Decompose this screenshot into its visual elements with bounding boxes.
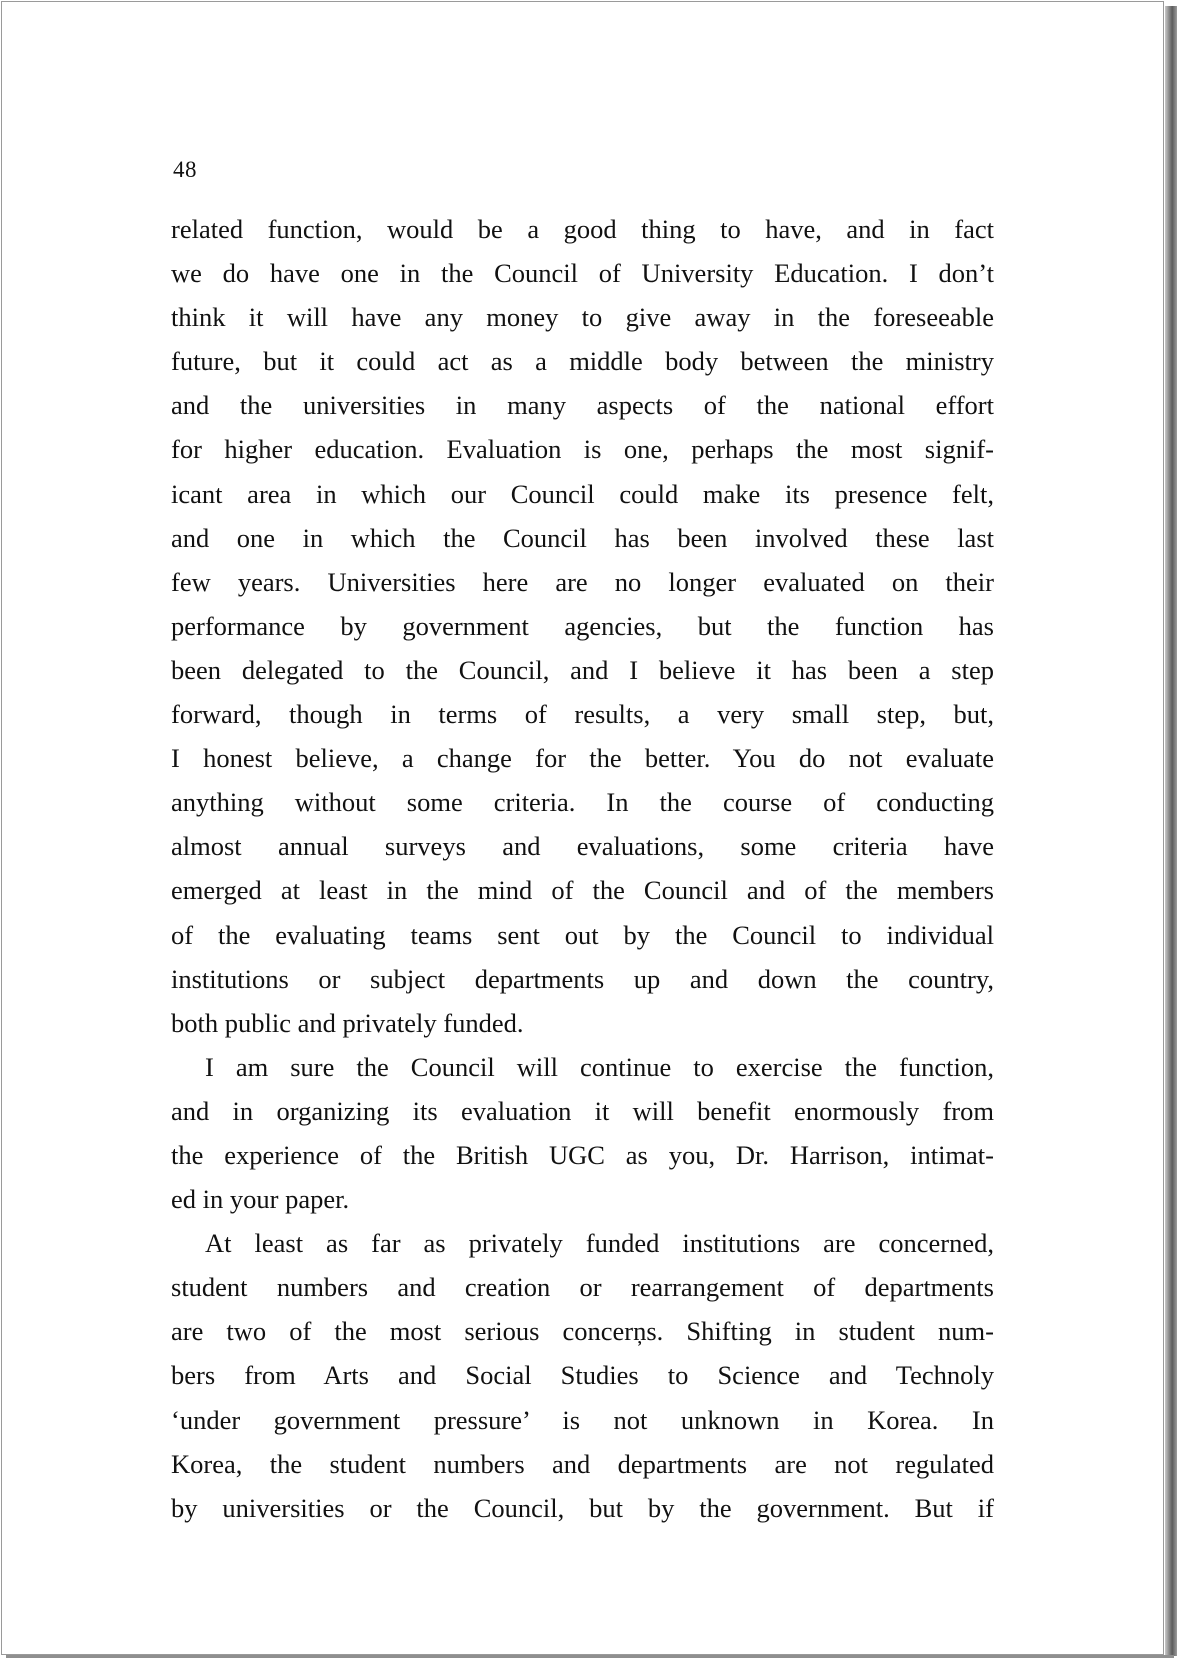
text-line: think it will have any money to give away in the foreseeable (171, 302, 994, 333)
text-line: forward, though in terms of results, a very small step, but, (171, 699, 994, 730)
text-line: anything without some criteria. In the course of conducting (171, 787, 994, 818)
text-line: ed in your paper. (171, 1184, 350, 1215)
text-line: bers from Arts and Social Studies to Science and Technoly (171, 1360, 994, 1391)
page-number: 48 (173, 157, 197, 182)
text-line: student numbers and creation or rearrangement of departments (171, 1272, 994, 1303)
text-line: performance by government agencies, but the function has (171, 610, 994, 641)
text-line: emerged at least in the mind of the Council and of the members (171, 875, 994, 906)
text-line: of the evaluating teams sent out by the Council to individual (171, 919, 994, 950)
text-line: ‘under government pressure’ is not unknown in Korea. In (171, 1404, 994, 1435)
text-line: Korea, the student numbers and departments are not regulated (171, 1448, 994, 1479)
text-line: the experience of the British UGC as you, Dr. Harrison, intimat- (171, 1139, 994, 1170)
text-line: are two of the most serious concerņs. Shifting in student num- (171, 1316, 994, 1347)
page-edge-shadow (1165, 6, 1177, 1656)
text-line: we do have one in the Council of University Education. I don’t (171, 258, 994, 289)
text-line: been delegated to the Council, and I believe it has been a step (171, 654, 994, 685)
text-line: related function, would be a good thing to have, and in fact (171, 214, 994, 244)
text-line: for higher education. Evaluation is one, perhaps the most signif- (171, 434, 994, 465)
paragraph-first-line: At least as far as privately funded institutions are concerned, (205, 1228, 994, 1259)
text-line: future, but it could act as a middle body between the ministry (171, 346, 994, 377)
text-line: icant area in which our Council could make its presence felt, (171, 478, 994, 509)
text-line: I honest believe, a change for the better. You do not evaluate (171, 743, 994, 774)
paragraph-first-line: I am sure the Council will continue to exercise the function, (205, 1051, 994, 1082)
body-text (171, 207, 994, 1530)
page-bottom-edge (6, 1655, 1174, 1658)
text-line: and in organizing its evaluation it will benefit enormously from (171, 1095, 994, 1126)
text-line: both public and privately funded. (171, 1007, 524, 1038)
text-line: few years. Universities here are no longer evaluated on their (171, 566, 994, 597)
text-line: by universities or the Council, but by the government. But if (171, 1492, 994, 1523)
text-line: institutions or subject departments up and down the country, (171, 963, 994, 994)
text-line: and the universities in many aspects of the national effort (171, 390, 994, 421)
text-line: and one in which the Council has been involved these last (171, 522, 994, 553)
text-line: almost annual surveys and evaluations, some criteria have (171, 831, 994, 862)
